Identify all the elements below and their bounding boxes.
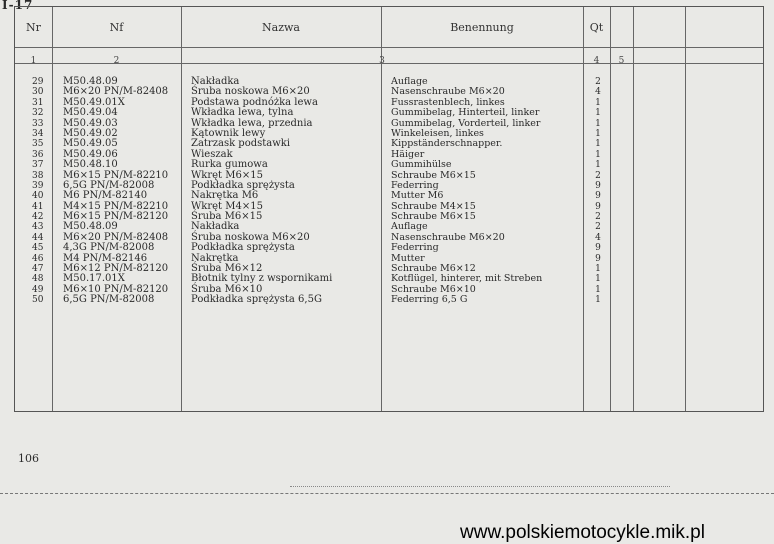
cell-nazwa: Nakrętka: [191, 252, 239, 264]
cell-nazwa: Podstawa podnóżka lewa: [191, 96, 318, 108]
cell-nazwa: Wkładka lewa, przednia: [191, 117, 313, 129]
cell-qt: 2: [595, 222, 601, 233]
cell-qt: 2: [595, 212, 601, 223]
cell-qt: 2: [595, 170, 601, 181]
cell-nf: M4×15 PN/M-82210: [63, 200, 169, 212]
cell-nr: 46: [32, 253, 44, 264]
cell-nr: 32: [32, 108, 44, 119]
subheader-5: 5: [618, 56, 625, 66]
subheader-1: 1: [30, 56, 37, 66]
cell-ben: Auflage: [391, 221, 428, 233]
cell-ben: Winkeleisen, linkes: [391, 127, 484, 139]
cell-nazwa: Wkręt M6×15: [191, 169, 263, 181]
cell-nf: 6,5G PN/M-82008: [63, 294, 155, 306]
cell-qt: 1: [595, 274, 601, 285]
cell-nr: 34: [32, 128, 44, 139]
cell-qt: 1: [595, 108, 601, 119]
cell-nf: M6×15 PN/M-82210: [63, 169, 169, 181]
header-nr: Nr: [26, 21, 41, 34]
cell-nr: 41: [32, 201, 44, 212]
cell-ben: Schraube M6×12: [391, 263, 476, 275]
cell-nazwa: Śruba M6×15: [191, 211, 263, 223]
subheader-2: 2: [113, 56, 120, 66]
cell-ben: Gummibelag, Hinterteil, linker: [391, 107, 540, 119]
scan-divider: [290, 486, 670, 487]
cell-nr: 29: [32, 77, 44, 87]
cell-qt: 9: [595, 253, 601, 264]
cell-qt: 1: [595, 295, 601, 306]
cell-nazwa: Zatrzask podstawki: [191, 138, 291, 150]
cell-nf: M50.49.04: [63, 107, 118, 119]
cell-qt: 9: [595, 191, 601, 202]
column-nr: [32, 77, 52, 306]
cell-ben: Auflage: [391, 76, 428, 87]
cell-nazwa: Błotnik tylny z wspornikami: [191, 273, 333, 285]
cell-qt: 1: [595, 149, 601, 160]
cell-nazwa: Wkręt M4×15: [191, 200, 263, 212]
cell-ben: Mutter: [391, 252, 425, 264]
cell-nf: M6×20 PN/M-82408: [63, 86, 169, 98]
cell-nazwa: Podkładka sprężysta 6,5G: [191, 294, 322, 306]
cell-qt: 4: [595, 87, 601, 98]
cell-nr: 48: [32, 274, 44, 285]
cell-ben: Schraube M6×15: [391, 211, 476, 223]
cell-nf: M50.49.06: [63, 148, 118, 160]
cell-nr: 40: [32, 191, 44, 202]
header-qt: Qt: [589, 21, 604, 34]
cell-nf: M50.17.01X: [63, 273, 125, 285]
cell-ben: Federring: [391, 179, 439, 191]
cell-nf: M6×20 PN/M-82408: [63, 231, 169, 243]
cell-nr: 47: [32, 264, 44, 275]
cell-nf: M4 PN/M-82146: [63, 252, 148, 264]
cell-ben: Schraube M4×15: [391, 200, 476, 212]
cell-nr: 31: [32, 97, 44, 108]
cell-qt: 9: [595, 180, 601, 191]
cell-qt: 1: [595, 284, 601, 295]
cell-nf: 6,5G PN/M-82008: [63, 179, 155, 191]
cell-nr: 45: [32, 243, 44, 254]
cell-nf: M50.48.10: [63, 159, 118, 171]
cell-nr: 38: [32, 170, 44, 181]
cell-ben: Kippständerschnapper.: [391, 138, 503, 150]
column-qt: [591, 77, 605, 306]
cell-qt: 1: [595, 128, 601, 139]
cell-qt: 1: [595, 264, 601, 275]
column-nazwa: [191, 77, 391, 306]
cell-nf: M50.49.01X: [63, 96, 125, 108]
column-nf: [63, 77, 198, 306]
cell-ben: Mutter M6: [391, 190, 444, 202]
cell-nr: 43: [32, 222, 44, 233]
cell-qt: 9: [595, 243, 601, 254]
cell-nazwa: Śruba noskowa M6×20: [191, 231, 310, 243]
cell-ben: Federring: [391, 242, 439, 254]
cell-ben: Schraube M6×15: [391, 169, 476, 181]
cell-nazwa: Śruba M6×10: [191, 283, 263, 295]
cell-ben: Nasenschraube M6×20: [391, 86, 505, 98]
cell-ben: Gummihülse: [391, 159, 452, 171]
cell-nr: 44: [32, 232, 44, 243]
cell-qt: 1: [595, 160, 601, 171]
website-watermark: www.polskiemotocykle.mik.pl: [460, 522, 705, 543]
cell-qt: 4: [595, 232, 601, 243]
header-nazwa: Nazwa: [262, 21, 300, 34]
cell-ben: Häiger: [391, 148, 425, 160]
cell-qt: 9: [595, 201, 601, 212]
cell-ben: Gummibelag, Vorderteil, linker: [391, 117, 541, 129]
cell-nr: 37: [32, 160, 44, 171]
page-number: 106: [18, 452, 39, 465]
cell-nazwa: Wieszak: [191, 148, 233, 160]
cell-nf: M6×12 PN/M-82120: [63, 263, 169, 275]
cell-nazwa: Śruba M6×12: [191, 263, 263, 275]
cell-nazwa: Nakrętka M6: [191, 190, 259, 202]
cell-nf: M50.48.09: [63, 221, 118, 233]
column-benennung: [391, 77, 601, 306]
page-tag: I-17: [2, 0, 34, 12]
cell-nf: M50.49.03: [63, 117, 118, 129]
cell-nf: M50.49.02: [63, 127, 118, 139]
cell-nf: M50.49.05: [63, 138, 118, 150]
cell-nazwa: Podkładka sprężysta: [191, 242, 295, 254]
cell-nazwa: Kątownik lewy: [191, 127, 266, 139]
cell-nf: M6×15 PN/M-82120: [63, 211, 169, 223]
cell-qt: 1: [595, 139, 601, 150]
header-nf: Nf: [109, 21, 124, 34]
header-benennung: Benennung: [450, 21, 514, 34]
cell-qt: 1: [595, 118, 601, 129]
cell-nr: 35: [32, 139, 44, 150]
cell-nazwa: Śruba noskowa M6×20: [191, 86, 310, 98]
cell-qt: 1: [595, 97, 601, 108]
cell-nr: 30: [32, 87, 44, 98]
cell-nf: M50.48.09: [63, 76, 118, 87]
cell-nr: 42: [32, 212, 44, 223]
cell-ben: Fussrastenblech, linkes: [391, 96, 505, 108]
cell-nr: 49: [32, 284, 44, 295]
cell-nazwa: Nakładka: [191, 221, 240, 233]
cell-nr: 36: [32, 149, 44, 160]
cell-nf: 4,3G PN/M-82008: [63, 242, 155, 254]
parts-table: [14, 6, 764, 412]
cell-nr: 39: [32, 180, 44, 191]
scan-divider: [0, 493, 774, 494]
cell-nf: M6 PN/M-82140: [63, 190, 148, 202]
cell-ben: Kotflügel, hinterer, mit Streben: [391, 273, 543, 285]
cell-nazwa: Rurka gumowa: [191, 159, 268, 171]
cell-nazwa: Wkładka lewa, tylna: [191, 107, 294, 119]
cell-nr: 50: [32, 295, 44, 306]
cell-ben: Nasenschraube M6×20: [391, 231, 505, 243]
cell-nazwa: Podkładka sprężysta: [191, 179, 295, 191]
cell-qt: 2: [595, 77, 601, 87]
subheader-3: 3: [379, 56, 385, 66]
cell-ben: Schraube M6×10: [391, 283, 476, 295]
cell-nazwa: Nakładka: [191, 76, 240, 87]
cell-nf: M6×10 PN/M-82120: [63, 283, 169, 295]
subheader-4: 4: [593, 56, 600, 66]
cell-nr: 33: [32, 118, 44, 129]
cell-ben: Federring 6,5 G: [391, 294, 468, 306]
